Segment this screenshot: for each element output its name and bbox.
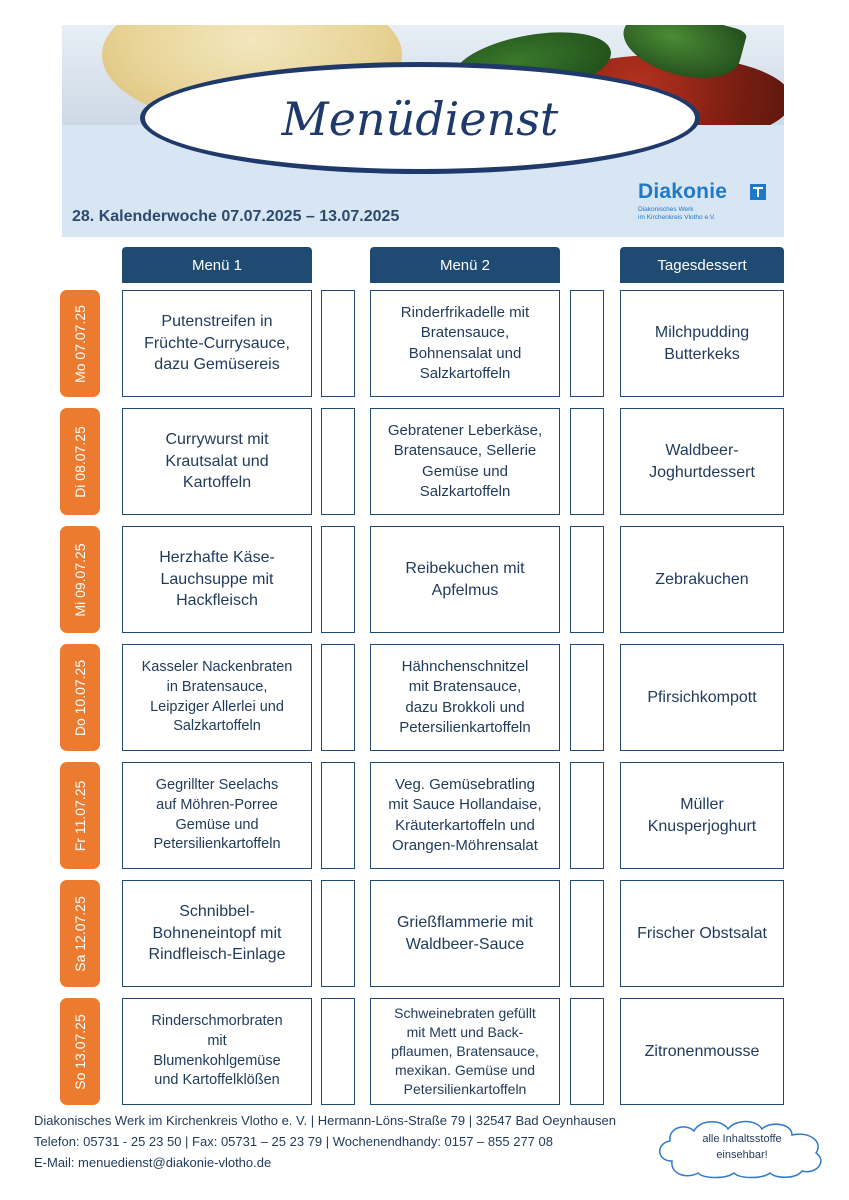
menu1-order-checkbox[interactable]	[321, 644, 355, 751]
menu2-cell	[370, 998, 560, 1105]
menu2-cell-text: Schweinebraten gefüllt mit Mett und Back- pflaumen, Bratensauce, mexikan. Gemüse und Petersilienkartoffeln	[391, 1005, 539, 1097]
menu2-order-checkbox[interactable]	[570, 762, 604, 869]
day-tab	[60, 408, 100, 515]
menu2-order-checkbox[interactable]	[570, 880, 604, 987]
dessert-cell	[620, 644, 784, 751]
menu2-cell	[370, 290, 560, 397]
day-tab	[60, 762, 100, 869]
day-label: Sa 12.07.25	[72, 895, 88, 972]
day-tab	[60, 290, 100, 397]
menu1-cell	[122, 408, 312, 515]
logo-name: Diakonie	[638, 180, 728, 203]
menu1-cell-text: Schnibbel- Bohneneintopf mit Rindfleisch-Einlage	[148, 903, 286, 964]
day-label: So 13.07.25	[72, 1013, 88, 1090]
day-label: Fr 11.07.25	[72, 780, 88, 851]
menu1-order-checkbox[interactable]	[321, 408, 355, 515]
day-label: Di 08.07.25	[72, 425, 88, 498]
column-header-menu2: Menü 2	[370, 247, 560, 283]
menu2-cell	[370, 408, 560, 515]
menu2-order-checkbox[interactable]	[570, 290, 604, 397]
dessert-cell	[620, 998, 784, 1105]
menu2-order-checkbox[interactable]	[570, 998, 604, 1105]
footer-phone: Telefon: 05731 - 25 23 50 | Fax: 05731 – 25 23 79 | Wochenendhandy: 0157 – 855 277 08	[34, 1134, 553, 1149]
menu1-order-checkbox[interactable]	[321, 526, 355, 633]
menu1-cell-text: Kasseler Nackenbraten in Bratensauce, Leipziger Allerlei und Salzkartoffeln	[141, 659, 293, 735]
menu1-cell-text: Currywurst mit Krautsalat und Kartoffeln	[165, 431, 269, 492]
dessert-cell-text: Frischer Obstsalat	[637, 924, 767, 942]
dessert-cell-text: Müller Knusperjoghurt	[647, 795, 757, 835]
day-tab	[60, 998, 100, 1105]
footer-address: Diakonisches Werk im Kirchenkreis Vlotho e. V. | Hermann-Löns-Straße 79 | 32547 Bad Oeynhausen	[34, 1113, 616, 1128]
dessert-cell-text: Waldbeer- Joghurtdessert	[649, 441, 755, 481]
menu1-cell	[122, 762, 312, 869]
allergen-note-cloud	[652, 1117, 832, 1179]
menu1-order-checkbox[interactable]	[321, 290, 355, 397]
dessert-cell-text: Zebrakuchen	[655, 570, 749, 588]
menu1-cell	[122, 644, 312, 751]
menu2-order-checkbox[interactable]	[570, 408, 604, 515]
footer	[34, 1110, 616, 1173]
logo-subtitle-1: Diakonisches Werk	[638, 206, 694, 213]
menu1-cell	[122, 290, 312, 397]
footer-email: E-Mail: menuedienst@diakonie-vlotho.de	[34, 1155, 272, 1170]
menu1-cell	[122, 526, 312, 633]
dessert-cell	[620, 408, 784, 515]
dessert-cell	[620, 526, 784, 633]
day-tab	[60, 526, 100, 633]
menu1-cell-text: Putenstreifen in Früchte-Currysauce, dazu Gemüsereis	[144, 313, 290, 374]
week-label: 28. Kalenderwoche 07.07.2025 – 13.07.2025	[72, 208, 400, 225]
dessert-cell-text: Milchpudding Butterkeks	[654, 323, 750, 363]
menu1-cell-text: Herzhafte Käse- Lauchsuppe mit Hackfleisch	[159, 549, 275, 610]
column-header-menu1: Menü 1	[122, 247, 312, 283]
allergen-note: alle Inhaltsstoffe einsehbar!	[702, 1133, 782, 1161]
day-label: Do 10.07.25	[72, 659, 88, 736]
day-tab	[60, 880, 100, 987]
dessert-cell-text: Pfirsichkompott	[647, 688, 757, 706]
menu2-cell	[370, 880, 560, 987]
menu1-cell-text: Rinderschmorbraten mit Blumenkohlgemüse und Kartoffelklößen	[151, 1013, 283, 1089]
menu1-cell	[122, 998, 312, 1105]
menu2-cell-text: Rinderfrikadelle mit Bratensauce, Bohnensalat und Salzkartoffeln	[400, 304, 530, 382]
menu2-cell-text: Reibekuchen mit Apfelmus	[405, 559, 525, 599]
menu1-order-checkbox[interactable]	[321, 998, 355, 1105]
day-label: Mo 07.07.25	[72, 304, 88, 383]
menu2-order-checkbox[interactable]	[570, 526, 604, 633]
day-tab	[60, 644, 100, 751]
menu1-cell	[122, 880, 312, 987]
diakonie-cross-icon	[750, 184, 766, 200]
menu2-cell	[370, 526, 560, 633]
diakonie-logo	[638, 180, 727, 222]
dessert-cell	[620, 880, 784, 987]
column-header-dessert: Tagesdessert	[620, 247, 784, 283]
menu2-cell-text: Veg. Gemüsebratling mit Sauce Hollandaise, Kräuterkartoffeln und Orangen-Möhrensalat	[388, 776, 542, 854]
dessert-cell	[620, 290, 784, 397]
menu2-cell-text: Gebratener Leberkäse, Bratensauce, Sellerie Gemüse und Salzkartoffeln	[387, 422, 543, 500]
page-title: Menüdienst	[281, 92, 559, 146]
menu1-order-checkbox[interactable]	[321, 762, 355, 869]
menu1-cell-text: Gegrillter Seelachs auf Möhren-Porree Gemüse und Petersilienkartoffeln	[153, 777, 281, 853]
logo-subtitle-2: im Kirchenkreis Vlotho e.V.	[638, 214, 716, 221]
menu2-cell-text: Grießflammerie mit Waldbeer-Sauce	[396, 913, 533, 953]
menu2-order-checkbox[interactable]	[570, 644, 604, 751]
day-label: Mi 09.07.25	[72, 542, 88, 617]
dessert-cell-text: Zitronenmousse	[644, 1042, 760, 1060]
menu2-cell	[370, 644, 560, 751]
menu2-cell-text: Hähnchenschnitzel mit Bratensauce, dazu Brokkoli und Petersilienkartoffeln	[399, 658, 531, 736]
menu1-order-checkbox[interactable]	[321, 880, 355, 987]
dessert-cell	[620, 762, 784, 869]
menu2-cell	[370, 762, 560, 869]
